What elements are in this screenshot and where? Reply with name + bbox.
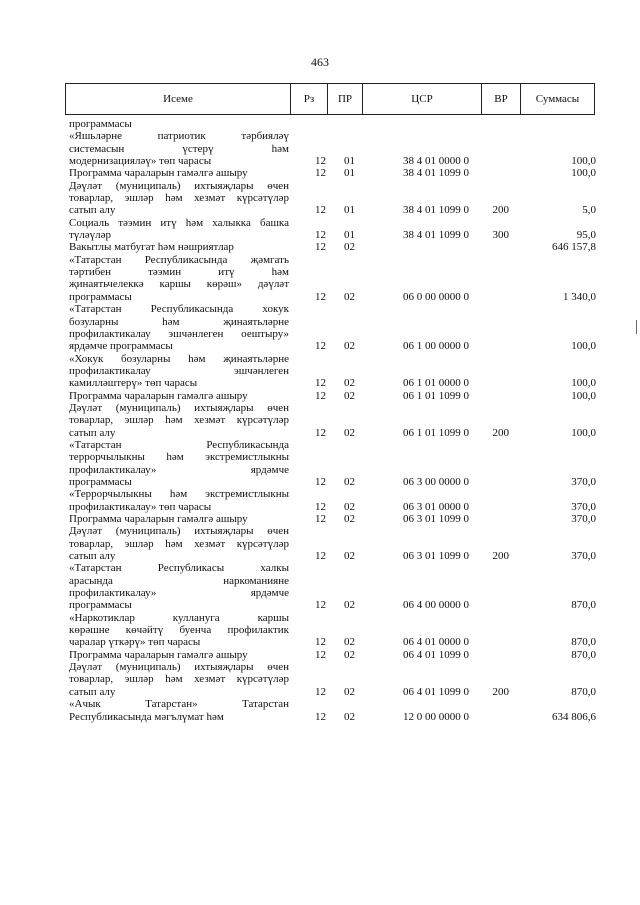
row-name-line: товарлар, эшләр һәм хезмәт күрсәтүләр bbox=[69, 673, 289, 686]
row-name-line: товарлар, эшләр һәм хезмәт күрсәтүләр bbox=[69, 414, 289, 427]
row-rz: 12 bbox=[315, 685, 326, 698]
row-name bbox=[69, 353, 289, 390]
table-header bbox=[65, 83, 595, 115]
row-rz: 12 bbox=[315, 710, 326, 723]
row-pr: 02 bbox=[344, 648, 355, 661]
row-name bbox=[69, 167, 289, 179]
table-row bbox=[69, 217, 596, 242]
row-pr: 02 bbox=[344, 389, 355, 402]
row-csr: 38 4 01 1099 0 bbox=[403, 229, 469, 242]
page-number: 463 bbox=[311, 55, 329, 69]
row-csr: 06 4 00 0000 0 bbox=[403, 599, 469, 612]
row-name-line: товарлар, эшләр һәм хезмәт күрсәтүләр bbox=[69, 537, 289, 550]
row-pr: 02 bbox=[344, 550, 355, 563]
row-name-line: профилактикалау эшчәнлеген bbox=[69, 364, 289, 377]
row-sum: 370,0 bbox=[571, 475, 596, 488]
row-csr: 06 1 01 1099 0 bbox=[403, 426, 469, 439]
table-row bbox=[69, 254, 596, 303]
row-sum: 95,0 bbox=[576, 229, 596, 242]
table-row bbox=[69, 488, 596, 513]
row-sum: 870,0 bbox=[571, 685, 596, 698]
row-name-line: бозуларны һәм җинаятьләрне bbox=[69, 315, 289, 328]
header-rz: Рз bbox=[291, 84, 328, 114]
row-name-line: Программа чараларын гамәлгә ашыру bbox=[69, 648, 248, 661]
header-vr: ВР bbox=[482, 84, 521, 114]
row-rz: 12 bbox=[315, 290, 326, 303]
row-sum: 1 340,0 bbox=[563, 290, 596, 303]
table-row bbox=[69, 661, 596, 698]
row-sum: 870,0 bbox=[571, 599, 596, 612]
row-name bbox=[69, 661, 289, 698]
row-pr: 02 bbox=[344, 475, 355, 488]
table-row bbox=[69, 353, 596, 390]
row-rz: 12 bbox=[315, 241, 326, 254]
row-pr: 02 bbox=[344, 513, 355, 525]
row-name-line: профилактикалау» төп чарасы bbox=[69, 500, 212, 513]
row-pr: 02 bbox=[344, 340, 355, 353]
row-name-line: товарлар, эшләр һәм хезмәт күрсәтүләр bbox=[69, 192, 289, 205]
row-pr: 02 bbox=[344, 500, 355, 513]
row-name-line: «Татарстан Республикасында хокук bbox=[69, 303, 289, 316]
row-name bbox=[69, 562, 289, 611]
header-csr: ЦСР bbox=[363, 84, 482, 114]
row-sum: 100,0 bbox=[571, 167, 596, 180]
row-vr: 200 bbox=[492, 550, 509, 563]
row-name-line: сатып алу bbox=[69, 426, 116, 439]
row-name-line: «Наркотиклар куллануга каршы bbox=[69, 611, 289, 624]
table-row bbox=[69, 439, 596, 488]
row-csr: 12 0 00 0000 0 bbox=[403, 710, 469, 723]
row-name-line: программасы bbox=[69, 118, 132, 130]
row-rz: 12 bbox=[315, 550, 326, 563]
row-csr: 06 3 00 0000 0 bbox=[403, 475, 469, 488]
row-name-line: «Ачык Татарстан» Татарстан bbox=[69, 698, 289, 711]
table-row bbox=[69, 612, 596, 649]
row-pr: 02 bbox=[344, 685, 355, 698]
row-name-line: профилактикалау» ярдәмче bbox=[69, 587, 289, 600]
row-name-line: ярдәмче программасы bbox=[69, 340, 173, 353]
row-name-line: Вакытлы матбугат һәм нәшриятлар bbox=[69, 241, 234, 254]
row-pr: 01 bbox=[344, 167, 355, 180]
row-name bbox=[69, 180, 289, 217]
table-row bbox=[69, 513, 596, 525]
row-vr: 200 bbox=[492, 426, 509, 439]
row-name-line: «Яшьләрне патриотик тәрбияләү bbox=[69, 130, 289, 143]
row-rz: 12 bbox=[315, 636, 326, 649]
row-pr: 01 bbox=[344, 155, 355, 168]
row-name-line: Программа чараларын гамәлгә ашыру bbox=[69, 167, 248, 180]
row-csr: 06 3 01 1099 0 bbox=[403, 550, 469, 563]
table-row bbox=[69, 180, 596, 217]
row-name-line: программасы bbox=[69, 599, 132, 612]
row-name-line: җинаятьчелеккә каршы көрәш» дәүләт bbox=[69, 278, 289, 291]
row-sum: 634 806,6 bbox=[552, 710, 596, 723]
table-row bbox=[69, 698, 596, 723]
row-name-line: сатып алу bbox=[69, 550, 116, 563]
row-name-line: системасын үстерү һәм bbox=[69, 142, 289, 155]
row-rz: 12 bbox=[315, 389, 326, 402]
row-name-line: сатып алу bbox=[69, 685, 116, 698]
row-rz: 12 bbox=[315, 648, 326, 661]
row-sum: 870,0 bbox=[571, 636, 596, 649]
row-name bbox=[69, 303, 289, 352]
row-name-line: программасы bbox=[69, 290, 132, 303]
scan-edge-mark bbox=[636, 320, 637, 334]
row-name-line: модернизацияләү» төп чарасы bbox=[69, 155, 212, 168]
row-name-line: чаралар үткәрү» төп чарасы bbox=[69, 636, 201, 649]
row-name bbox=[69, 649, 289, 661]
row-sum: 100,0 bbox=[571, 377, 596, 390]
row-name-line: профилактикалау эшчәнлеген оештыру» bbox=[69, 327, 289, 340]
row-name bbox=[69, 118, 289, 130]
row-name-line: Программа чараларын гамәлгә ашыру bbox=[69, 389, 248, 402]
row-name-line: Республикасында мәгълүмат һәм bbox=[69, 710, 224, 723]
row-name-line: Дәүләт (муниципаль) ихтыяҗлары өчен bbox=[69, 401, 289, 414]
header-name: Исеме bbox=[66, 84, 291, 114]
row-rz: 12 bbox=[315, 167, 326, 180]
row-rz: 12 bbox=[315, 426, 326, 439]
row-sum: 100,0 bbox=[571, 155, 596, 168]
row-pr: 02 bbox=[344, 377, 355, 390]
header-sum: Суммасы bbox=[535, 93, 580, 105]
row-pr: 02 bbox=[344, 241, 355, 254]
row-rz: 12 bbox=[315, 204, 326, 217]
row-name-line: көрәшне көчәйтү буенча профилактик bbox=[69, 624, 289, 637]
row-pr: 02 bbox=[344, 636, 355, 649]
row-rz: 12 bbox=[315, 500, 326, 513]
table-row bbox=[69, 562, 596, 611]
row-csr: 06 0 00 0000 0 bbox=[403, 290, 469, 303]
row-rz: 12 bbox=[315, 377, 326, 390]
row-csr: 06 3 01 1099 0 bbox=[403, 513, 469, 525]
row-pr: 02 bbox=[344, 426, 355, 439]
row-rz: 12 bbox=[315, 475, 326, 488]
row-name-line: Дәүләт (муниципаль) ихтыяҗлары өчен bbox=[69, 525, 289, 538]
row-name bbox=[69, 390, 289, 402]
row-rz: 12 bbox=[315, 513, 326, 525]
table-row bbox=[69, 525, 596, 562]
row-name bbox=[69, 698, 289, 723]
row-rz: 12 bbox=[315, 229, 326, 242]
row-csr: 06 4 01 0000 0 bbox=[403, 636, 469, 649]
table-row bbox=[69, 118, 596, 130]
row-pr: 02 bbox=[344, 710, 355, 723]
row-csr: 06 1 01 1099 0 bbox=[403, 389, 469, 402]
row-name-line: Дәүләт (муниципаль) ихтыяҗлары өчен bbox=[69, 661, 289, 674]
row-csr: 06 4 01 1099 0 bbox=[403, 685, 469, 698]
row-name-line: Дәүләт (муниципаль) ихтыяҗлары өчен bbox=[69, 179, 289, 192]
row-name-line: «Татарстан Республикасында bbox=[69, 438, 289, 451]
table-row bbox=[69, 402, 596, 439]
row-sum: 100,0 bbox=[571, 389, 596, 402]
row-sum: 370,0 bbox=[571, 500, 596, 513]
budget-table-body bbox=[69, 118, 596, 723]
table-row bbox=[69, 303, 596, 352]
row-name bbox=[69, 241, 289, 253]
row-sum: 870,0 bbox=[571, 648, 596, 661]
row-csr: 06 4 01 1099 0 bbox=[403, 648, 469, 661]
row-csr: 06 3 01 0000 0 bbox=[403, 500, 469, 513]
row-name-line: Социаль тәэмин итү һәм халыкка башка bbox=[69, 216, 289, 229]
row-pr: 02 bbox=[344, 290, 355, 303]
header-pr: ПР bbox=[328, 84, 363, 114]
row-rz: 12 bbox=[315, 155, 326, 168]
row-name bbox=[69, 612, 289, 649]
row-csr: 38 4 01 0000 0 bbox=[403, 155, 469, 168]
row-pr: 01 bbox=[344, 204, 355, 217]
row-name-line: сатып алу bbox=[69, 204, 116, 217]
row-name-line: «Татарстан Республикасы халкы bbox=[69, 562, 289, 575]
row-name bbox=[69, 525, 289, 562]
row-name bbox=[69, 254, 289, 303]
row-sum: 100,0 bbox=[571, 340, 596, 353]
row-sum: 100,0 bbox=[571, 426, 596, 439]
table-row bbox=[69, 130, 596, 167]
row-pr: 02 bbox=[344, 599, 355, 612]
row-name bbox=[69, 217, 289, 242]
row-rz: 12 bbox=[315, 340, 326, 353]
row-csr: 38 4 01 1099 0 bbox=[403, 204, 469, 217]
table-row bbox=[69, 241, 596, 253]
row-sum: 646 157,8 bbox=[552, 241, 596, 254]
row-csr: 06 1 01 0000 0 bbox=[403, 377, 469, 390]
row-csr: 38 4 01 1099 0 bbox=[403, 167, 469, 180]
row-name-line: «Татарстан Республикасында җәмгать bbox=[69, 253, 289, 266]
table-row bbox=[69, 167, 596, 179]
row-name bbox=[69, 513, 289, 525]
row-name-line: камилләштерү» төп чарасы bbox=[69, 377, 198, 390]
row-name-line: террорчылыкны һәм экстремистлыкны bbox=[69, 451, 289, 464]
row-name-line: «Террорчылыкны һәм экстремистлыкны bbox=[69, 488, 289, 501]
row-sum: 5,0 bbox=[582, 204, 596, 217]
row-name-line: арасында наркоманияне bbox=[69, 574, 289, 587]
row-pr: 01 bbox=[344, 229, 355, 242]
row-name bbox=[69, 130, 289, 167]
row-name-line: тәртибен тәэмин итү һәм bbox=[69, 266, 289, 279]
row-sum: 370,0 bbox=[571, 513, 596, 525]
row-name-line: түләүләр bbox=[69, 229, 112, 242]
row-name-line: «Хокук бозуларны һәм җинаятьләрне bbox=[69, 352, 289, 365]
table-row bbox=[69, 649, 596, 661]
row-sum: 370,0 bbox=[571, 550, 596, 563]
row-vr: 200 bbox=[492, 685, 509, 698]
row-vr: 300 bbox=[492, 229, 509, 242]
row-csr: 06 1 00 0000 0 bbox=[403, 340, 469, 353]
row-rz: 12 bbox=[315, 599, 326, 612]
row-name-line: программасы bbox=[69, 475, 132, 488]
row-name-line: профилактикалау» ярдәмче bbox=[69, 463, 289, 476]
row-name bbox=[69, 402, 289, 439]
row-vr: 200 bbox=[492, 204, 509, 217]
row-name-line: Программа чараларын гамәлгә ашыру bbox=[69, 513, 248, 525]
row-name bbox=[69, 439, 289, 488]
table-row bbox=[69, 390, 596, 402]
row-name bbox=[69, 488, 289, 513]
